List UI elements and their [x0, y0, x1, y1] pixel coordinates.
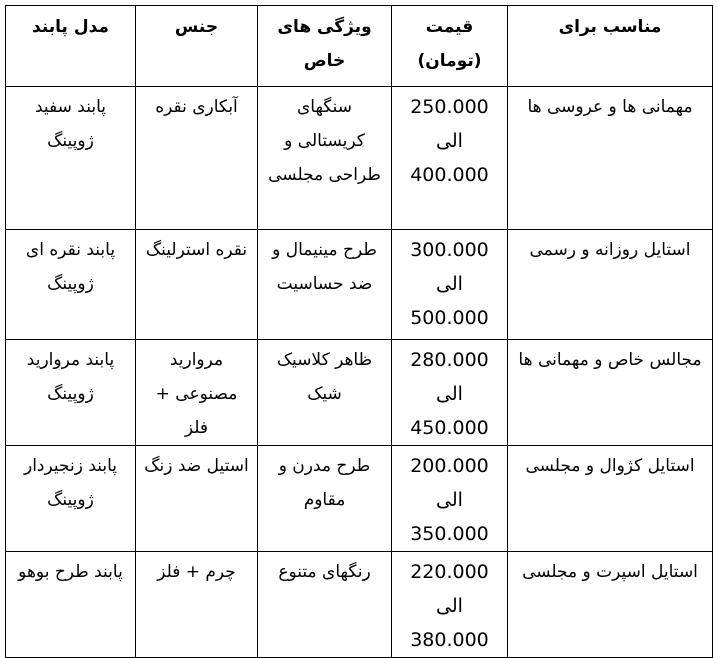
header-price-line1: قیمت: [425, 17, 474, 37]
cell-model: پابند مروارید ژوپینگ: [6, 340, 136, 446]
cell-material: چرم + فلز: [136, 552, 258, 658]
cell-material: آبکاری نقره: [136, 87, 258, 230]
price-sep: الی: [436, 130, 463, 152]
price-to: 400.000: [410, 164, 489, 186]
price-from: 280.000: [410, 349, 489, 371]
header-price: [392, 6, 508, 87]
cell-model: پابند نقره ای ژوپینگ: [6, 230, 136, 340]
cell-suitable-for: استایل اسپرت و مجلسی: [508, 552, 713, 658]
price-to: 350.000: [410, 523, 489, 545]
cell-model: پابند طرح بوهو: [6, 552, 136, 658]
price-from: 250.000: [410, 96, 489, 118]
header-suitable-for: [508, 6, 713, 87]
cell-features: طرح مینیمال و ضد حساسیت: [258, 230, 392, 340]
table-row: [6, 446, 713, 552]
table-row: [6, 552, 713, 658]
cell-price: [392, 552, 508, 658]
cell-material: استیل ضد زنگ: [136, 446, 258, 552]
price-from: 200.000: [410, 455, 489, 477]
price-sep: الی: [436, 489, 463, 511]
header-row: [6, 6, 713, 87]
cell-price: [392, 340, 508, 446]
cell-price: [392, 230, 508, 340]
table-row: [6, 87, 713, 230]
header-price-line2: (تومان): [417, 51, 482, 71]
price-from: 220.000: [410, 561, 489, 583]
header-features: [258, 6, 392, 87]
cell-model: پابند سفید ژوپینگ: [6, 87, 136, 230]
header-material: [136, 6, 258, 87]
price-from: 300.000: [410, 239, 489, 261]
table-row: [6, 340, 713, 446]
cell-features: طرح مدرن و مقاوم: [258, 446, 392, 552]
price-to: 450.000: [410, 417, 489, 439]
price-sep: الی: [436, 383, 463, 405]
header-model-text: مدل پابند: [32, 17, 109, 37]
cell-suitable-for: استایل کژوال و مجلسی: [508, 446, 713, 552]
cell-material: نقره استرلینگ: [136, 230, 258, 340]
header-features-line2: خاص: [303, 51, 346, 71]
header-suitable-for-text: مناسب برای: [558, 17, 662, 37]
header-material-text: جنس: [174, 17, 219, 37]
price-sep: الی: [436, 273, 463, 295]
cell-suitable-for: مجالس خاص و مهمانی ها: [508, 340, 713, 446]
price-to: 380.000: [410, 629, 489, 651]
cell-material: مروارید مصنوعی + فلز: [136, 340, 258, 446]
cell-model: پابند زنجیردار ژوپینگ: [6, 446, 136, 552]
cell-price: [392, 446, 508, 552]
anklet-comparison-table: [5, 5, 713, 658]
cell-price: [392, 87, 508, 230]
price-sep: الی: [436, 595, 463, 617]
header-model: [6, 6, 136, 87]
cell-features: ظاهر کلاسیک شیک: [258, 340, 392, 446]
header-features-line1: ویژگی های: [277, 17, 372, 37]
cell-suitable-for: استایل روزانه و رسمی: [508, 230, 713, 340]
cell-suitable-for: مهمانی ها و عروسی ها: [508, 87, 713, 230]
cell-features: سنگهای کریستالی و طراحی مجلسی: [258, 87, 392, 230]
price-to: 500.000: [410, 307, 489, 329]
table-row: [6, 230, 713, 340]
cell-features: رنگهای متنوع: [258, 552, 392, 658]
